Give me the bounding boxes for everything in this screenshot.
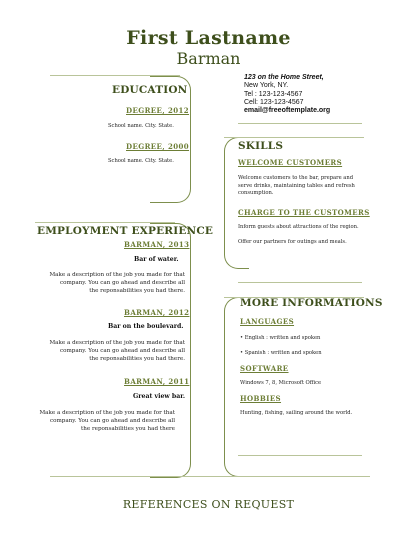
contact-street: 123 on the Home Street, <box>244 74 324 81</box>
skills-title: SKILLS <box>238 140 284 152</box>
more-bottom-rule <box>238 455 362 456</box>
job-3-desc <box>0 409 175 434</box>
job-2-desc <box>10 339 185 364</box>
job-desc-line: company. You can go ahead and describe all <box>49 418 175 425</box>
job-desc-line: company. You can go ahead and describe all <box>59 280 185 287</box>
hobbies-heading: HOBBIES <box>240 394 282 403</box>
education-degree-2: DEGREE, 2000 <box>126 142 190 151</box>
skills-bottom-rule <box>238 282 362 283</box>
skills-text-1-line: serve drinks, maintaining tables and refresh <box>238 182 355 189</box>
skills-heading-2: CHARGE TO THE CUSTOMERS <box>238 208 370 217</box>
job-1-place: Bar of water. <box>134 256 179 263</box>
skills-top-rule <box>224 137 364 138</box>
contact-cell: Cell: 123-123-4567 <box>244 98 304 106</box>
hobbies-text: Hunting, fishing, sailing around the world. <box>240 410 353 416</box>
languages-heading: LANGUAGES <box>240 317 295 326</box>
job-desc-line: Make a description of the job you made for that <box>49 272 185 278</box>
skills-heading-1: WELCOME CUSTOMERS <box>238 158 343 167</box>
candidate-role: Barman <box>176 49 241 68</box>
contact-email[interactable]: email@freeoftemplate.org <box>244 107 331 115</box>
skills-text-1-line: consumption. <box>238 190 274 196</box>
contact-city: New York, NY. <box>244 82 289 90</box>
job-2-header: BARMAN, 2012 <box>124 308 190 317</box>
education-school-2: School name. City. State. <box>108 158 174 164</box>
language-2: • Spanish : written and spoken <box>240 350 322 356</box>
contact-block <box>244 74 330 115</box>
more-title: MORE INFORMATIONS <box>240 297 383 309</box>
skills-brace <box>224 137 249 269</box>
skills-text-1-line: Welcome customers to the bar, prepare and <box>238 175 354 181</box>
contact-divider <box>238 123 362 124</box>
skills-text-2-line-1: Inform guests about attractions of the region. <box>238 224 359 230</box>
language-1: • English : written and spoken <box>240 335 321 341</box>
job-desc-line: Make a description of the job you made for that <box>49 340 185 346</box>
employment-title: EMPLOYMENT EXPERIENCE <box>37 225 214 237</box>
job-3-header: BARMAN, 2011 <box>124 377 190 386</box>
education-degree-1: DEGREE, 2012 <box>126 106 190 115</box>
job-desc-line: the reponsabilities you had there <box>81 426 175 433</box>
job-2-place: Bar on the boulevard. <box>108 323 184 330</box>
education-title: EDUCATION <box>112 84 188 96</box>
skills-text-2-line-2: Offer our partners for outings and meals. <box>238 239 347 245</box>
contact-tel: Tel : 123-123-4567 <box>244 90 303 98</box>
job-desc-line: Make a description of the job you made for that <box>39 410 175 416</box>
software-text: Windows 7, 8, Microsoft Office <box>240 380 322 386</box>
job-desc-line: the reponsabilities you had there. <box>89 356 185 363</box>
education-school-1: School name. City. State. <box>108 123 174 129</box>
job-desc-line: company. You can go ahead and describe all <box>59 348 185 355</box>
job-desc-line: the reponsabilities you had there. <box>89 288 185 295</box>
references-footer: REFERENCES ON REQUEST <box>122 498 295 511</box>
candidate-name: First Lastname <box>126 27 291 49</box>
footer-rule <box>50 476 370 477</box>
skills-text-1 <box>238 175 355 198</box>
job-1-desc <box>10 271 185 296</box>
job-1-header: BARMAN, 2013 <box>124 240 190 249</box>
software-heading: SOFTWARE <box>240 364 289 373</box>
job-3-place: Great view bar. <box>133 393 186 400</box>
